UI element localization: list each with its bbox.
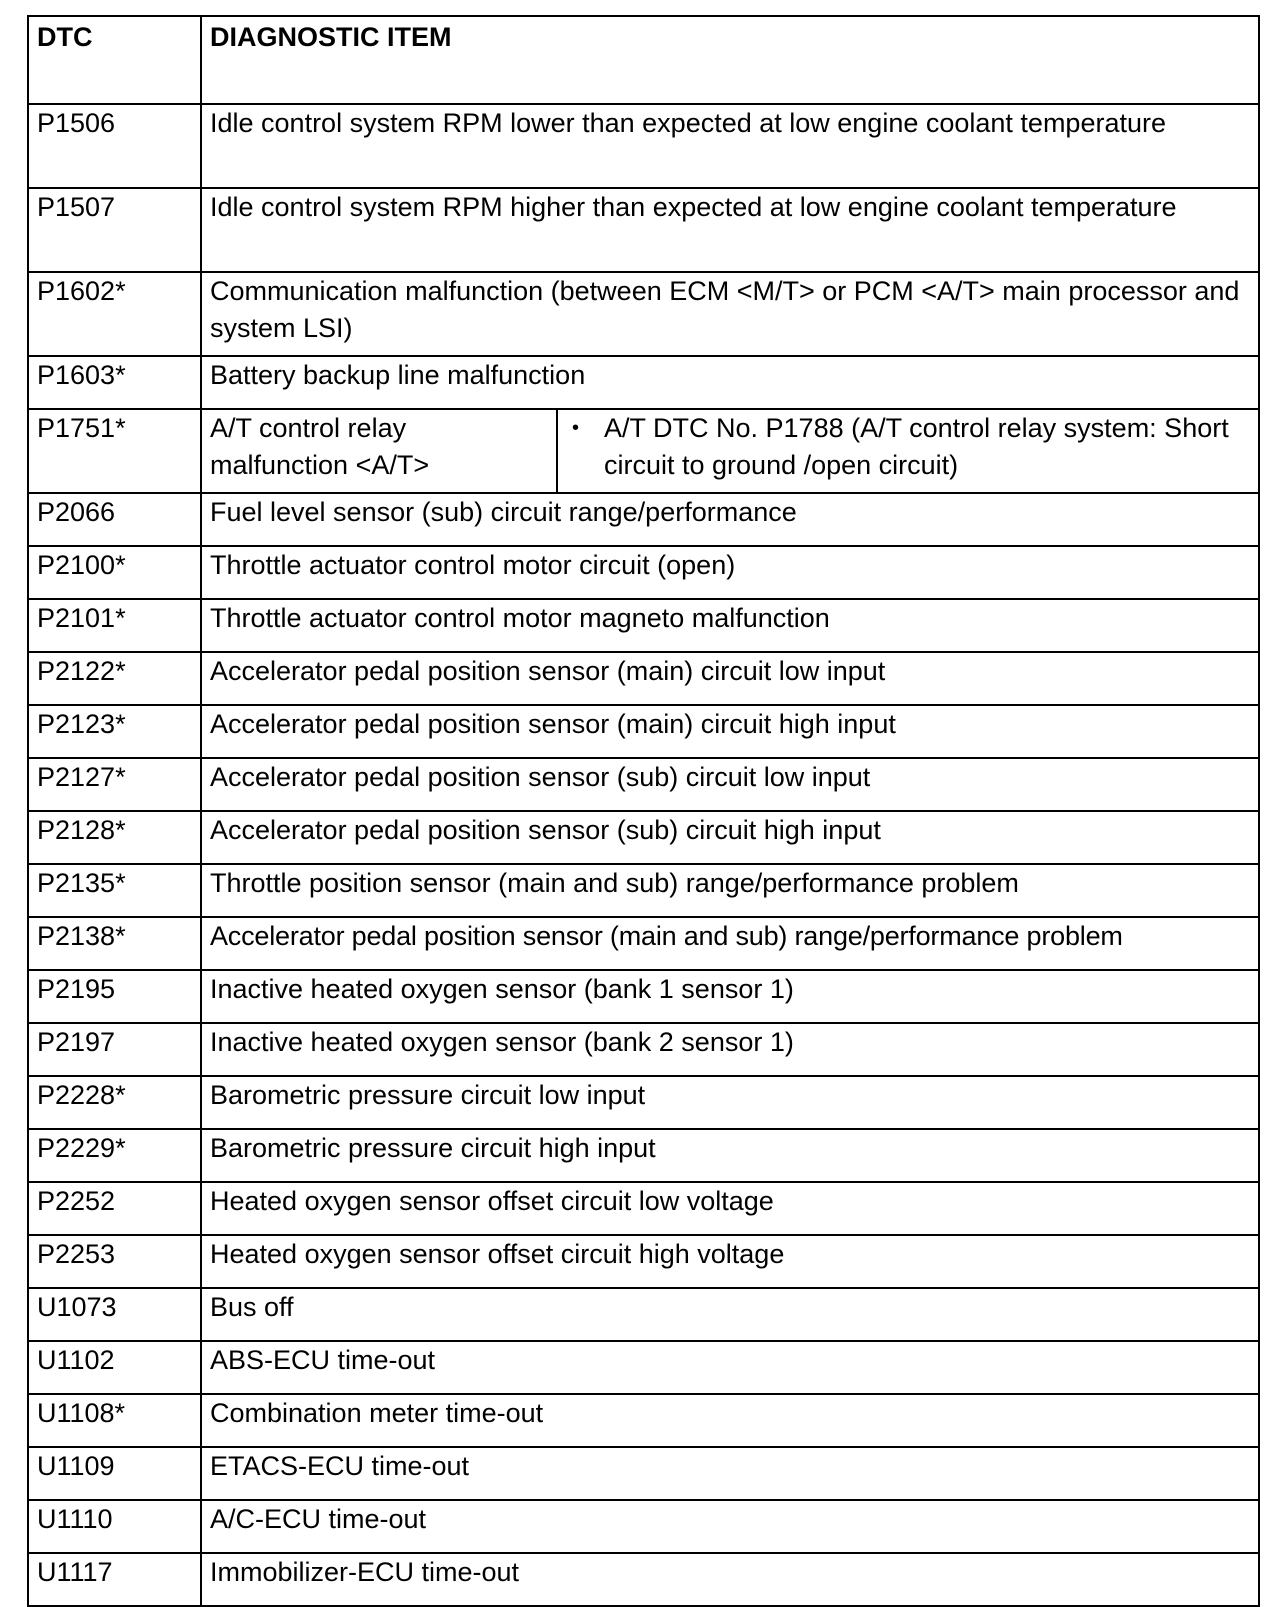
diagnostic-item: Immobilizer-ECU time-out (201, 1553, 1259, 1606)
diagnostic-item: Throttle position sensor (main and sub) range/performance problem (201, 864, 1259, 917)
table-row (28, 1500, 1259, 1553)
dtc-code: P2066 (28, 493, 201, 546)
table-row (28, 104, 1259, 188)
dtc-code: P2229* (28, 1129, 201, 1182)
diagnostic-item: Inactive heated oxygen sensor (bank 1 sensor 1) (201, 970, 1259, 1023)
dtc-code: U1110 (28, 1500, 201, 1553)
table-row (28, 1023, 1259, 1076)
dtc-code: P1751* (28, 409, 201, 493)
table-header-row (28, 16, 1259, 104)
table-row (28, 188, 1259, 272)
table-row (28, 811, 1259, 864)
diagnostic-item: Throttle actuator control motor magneto malfunction (201, 599, 1259, 652)
dtc-code: P2138* (28, 917, 201, 970)
table-row (28, 272, 1259, 356)
dtc-code: P2100* (28, 546, 201, 599)
diagnostic-item: Accelerator pedal position sensor (main) circuit high input (201, 705, 1259, 758)
table-row (28, 758, 1259, 811)
diagnostic-item: Idle control system RPM lower than expected at low engine coolant temperature (201, 104, 1259, 188)
table-row (28, 1182, 1259, 1235)
diagnostic-item: Idle control system RPM higher than expected at low engine coolant temperature (201, 188, 1259, 272)
dtc-code: U1108* (28, 1394, 201, 1447)
header-diagnostic-item: DIAGNOSTIC ITEM (201, 16, 1259, 104)
diagnostic-item: Communication malfunction (between ECM <M/T> or PCM <A/T> main processor and system LSI) (201, 272, 1259, 356)
diagnostic-item: Combination meter time-out (201, 1394, 1259, 1447)
diagnostic-item: Accelerator pedal position sensor (sub) circuit high input (201, 811, 1259, 864)
diagnostic-item: Bus off (201, 1288, 1259, 1341)
dtc-code: P2228* (28, 1076, 201, 1129)
diagnostic-item: Fuel level sensor (sub) circuit range/performance (201, 493, 1259, 546)
diagnostic-item: Barometric pressure circuit low input (201, 1076, 1259, 1129)
dtc-code: P2123* (28, 705, 201, 758)
dtc-code: P2135* (28, 864, 201, 917)
dtc-code: P2127* (28, 758, 201, 811)
dtc-code: U1109 (28, 1447, 201, 1500)
diagnostic-item: Heated oxygen sensor offset circuit high voltage (201, 1235, 1259, 1288)
dtc-code: P1603* (28, 356, 201, 409)
table-row (28, 1447, 1259, 1500)
table-row (28, 705, 1259, 758)
table-row (28, 652, 1259, 705)
diagnostic-item: ABS-ECU time-out (201, 1341, 1259, 1394)
table-row (28, 356, 1259, 409)
dtc-code: U1073 (28, 1288, 201, 1341)
diagnostic-item: A/C-ECU time-out (201, 1500, 1259, 1553)
table-row (28, 1553, 1259, 1606)
table-row (28, 493, 1259, 546)
diagnostic-note-text: A/T DTC No. P1788 (A/T control relay system: Short circuit to ground /open circuit) (604, 413, 1229, 480)
dtc-table (27, 15, 1260, 1607)
dtc-code: U1102 (28, 1341, 201, 1394)
diagnostic-item: Throttle actuator control motor circuit (open) (201, 546, 1259, 599)
diagnostic-item: Barometric pressure circuit high input (201, 1129, 1259, 1182)
dtc-code: P2122* (28, 652, 201, 705)
table-row (28, 409, 1259, 493)
dtc-code: P1602* (28, 272, 201, 356)
dtc-code: U1117 (28, 1553, 201, 1606)
diagnostic-item: Accelerator pedal position sensor (sub) circuit low input (201, 758, 1259, 811)
table-row (28, 1394, 1259, 1447)
table-row (28, 970, 1259, 1023)
table-row (28, 546, 1259, 599)
table-row (28, 1341, 1259, 1394)
diagnostic-item: ETACS-ECU time-out (201, 1447, 1259, 1500)
table-row (28, 1076, 1259, 1129)
diagnostic-item: Accelerator pedal position sensor (main and sub) range/performance problem (201, 917, 1259, 970)
header-dtc: DTC (28, 16, 201, 104)
diagnostic-item: Accelerator pedal position sensor (main) circuit low input (201, 652, 1259, 705)
bullet-icon: • (572, 417, 580, 439)
dtc-code: P1507 (28, 188, 201, 272)
dtc-code: P2195 (28, 970, 201, 1023)
dtc-code: P2253 (28, 1235, 201, 1288)
diagnostic-note (557, 409, 1259, 493)
dtc-code: P1506 (28, 104, 201, 188)
table-row (28, 864, 1259, 917)
table-row (28, 1129, 1259, 1182)
dtc-code: P2101* (28, 599, 201, 652)
table-row (28, 917, 1259, 970)
diagnostic-item: Battery backup line malfunction (201, 356, 1259, 409)
table-row (28, 1235, 1259, 1288)
table-row (28, 599, 1259, 652)
dtc-code: P2252 (28, 1182, 201, 1235)
dtc-code: P2197 (28, 1023, 201, 1076)
dtc-code: P2128* (28, 811, 201, 864)
diagnostic-item: A/T control relay malfunction <A/T> (201, 409, 557, 493)
diagnostic-item: Heated oxygen sensor offset circuit low voltage (201, 1182, 1259, 1235)
table-row (28, 1288, 1259, 1341)
diagnostic-item: Inactive heated oxygen sensor (bank 2 sensor 1) (201, 1023, 1259, 1076)
